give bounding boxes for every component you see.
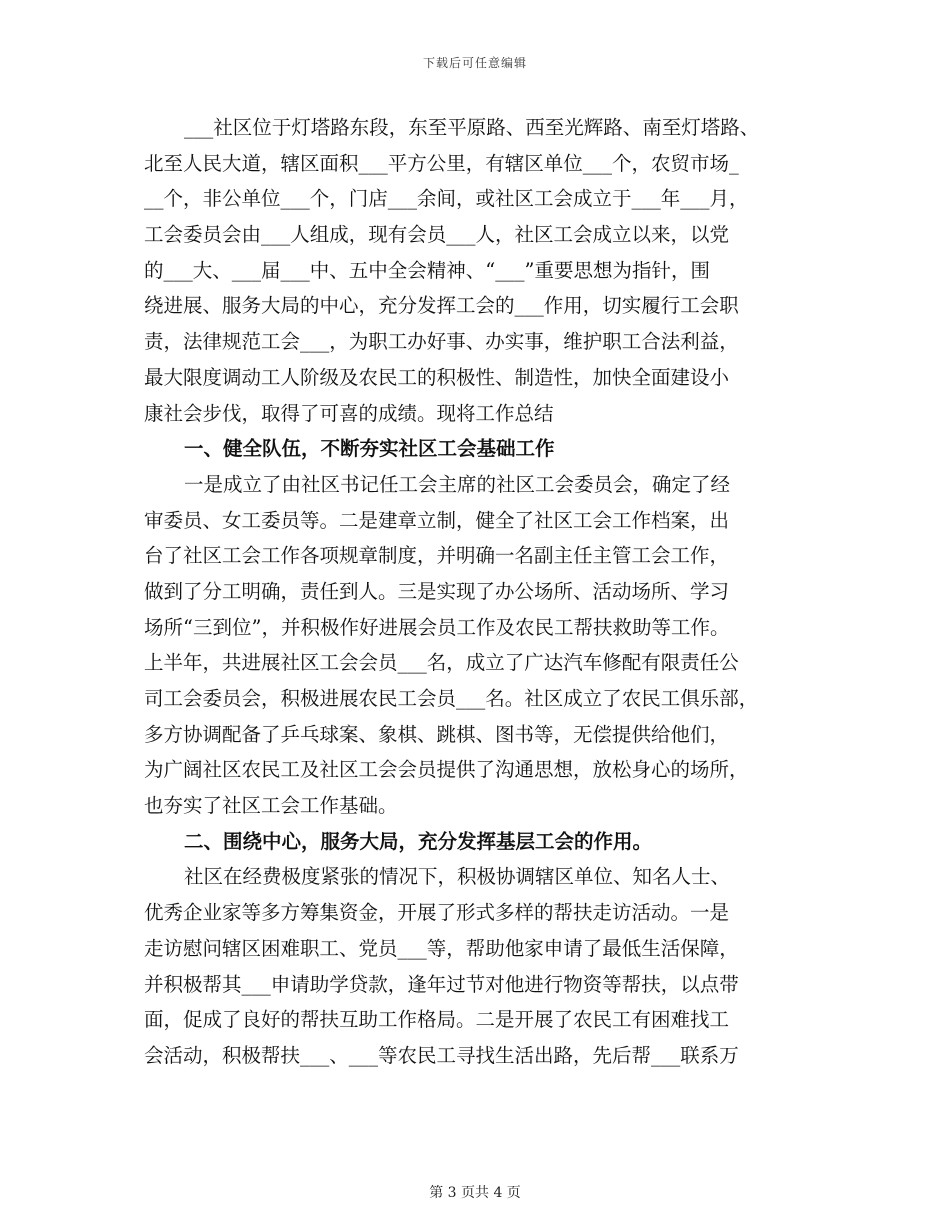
body-line: 社区在经费极度紧张的情况下，积极协调辖区单位、知名人士、 <box>184 865 731 889</box>
body-line: 走访慰问辖区困难职工、党员___等，帮助他家申请了最低生活保障， <box>144 936 739 960</box>
body-line: 做到了分工明确，责任到人。三是实现了办公场所、活动场所、学习 <box>144 579 730 603</box>
body-line: 并积极帮其___申请助学贷款，逢年过节对他进行物资等帮扶，以点带 <box>144 972 739 996</box>
body-line: 司工会委员会，积极进展农民工会员___名。社区成立了农民工俱乐部， <box>144 687 759 710</box>
body-line: 北至人民大道，辖区面积___平方公里，有辖区单位___个，农贸市场_ <box>144 151 739 175</box>
body-line: 多方协调配备了乒乓球案、象棋、跳棋、图书等，无偿提供给他们， <box>144 722 730 746</box>
body-line: 为广阔社区农民工及社区工会会员提供了沟通思想，放松身心的场所， <box>144 758 749 782</box>
body-line: 最大限度调动工人阶级及农民工的积极性、制造性，加快全面建设小 <box>144 365 730 389</box>
body-line: 上半年，共进展社区工会会员___名，成立了广达汽车修配有限责任公 <box>144 651 739 675</box>
body-line: 也夯实了社区工会工作基础。 <box>144 794 398 818</box>
body-line: 一是成立了由社区书记任工会主席的社区工会委员会，确定了经 <box>184 472 731 496</box>
page-footer: 第 3 页共 4 页 <box>429 1185 521 1201</box>
body-line: 面，促成了良好的帮扶互助工作格局。二是开展了农民工有困难找工 <box>144 1008 730 1032</box>
body-line: 的___大、___届___中、五中全会精神、“___”重要思想为指针，围 <box>144 258 710 282</box>
body-line: 优秀企业家等多方筹集资金，开展了形式多样的帮扶走访活动。一是 <box>144 901 730 925</box>
body-line: 康社会步伐，取得了可喜的成绩。现将工作总结 <box>144 401 554 425</box>
body-line: 绕进展、服务大局的中心，充分发挥工会的___作用，切实履行工会职 <box>144 294 739 318</box>
body-line: 责，法律规范工会___，为职工办好事、办实事，维护职工合法利益， <box>144 330 739 354</box>
section-heading-1: 一、健全队伍，不断夯实社区工会基础工作 <box>184 437 555 461</box>
document-body <box>144 110 809 1074</box>
body-line: ___社区位于灯塔路东段，东至平原路、西至光辉路、南至灯塔路、 <box>184 116 760 139</box>
body-line: __个，非公单位___个，门店___余间，或社区工会成立于___年___月， <box>144 187 749 211</box>
body-line: 台了社区工会工作各项规章制度，并明确一名副主任主管工会工作， <box>144 544 730 568</box>
body-line: 会活动，积极帮扶___、___等农民工寻找生活出路，先后帮___联系万 <box>144 1043 739 1067</box>
page-header: 下载后可任意编辑 <box>422 56 527 70</box>
body-line: 审委员、女工委员等。二是建章立制，健全了社区工会工作档案，出 <box>144 508 730 532</box>
section-heading-2: 二、围绕中心，服务大局，充分发挥基层工会的作用。 <box>184 829 653 853</box>
body-line: 场所“三到位”，并积极作好进展会员工作及农民工帮扶救助等工作。 <box>144 615 730 639</box>
body-line: 工会委员会由___人组成，现有会员___人，社区工会成立以来，以党 <box>144 223 730 247</box>
